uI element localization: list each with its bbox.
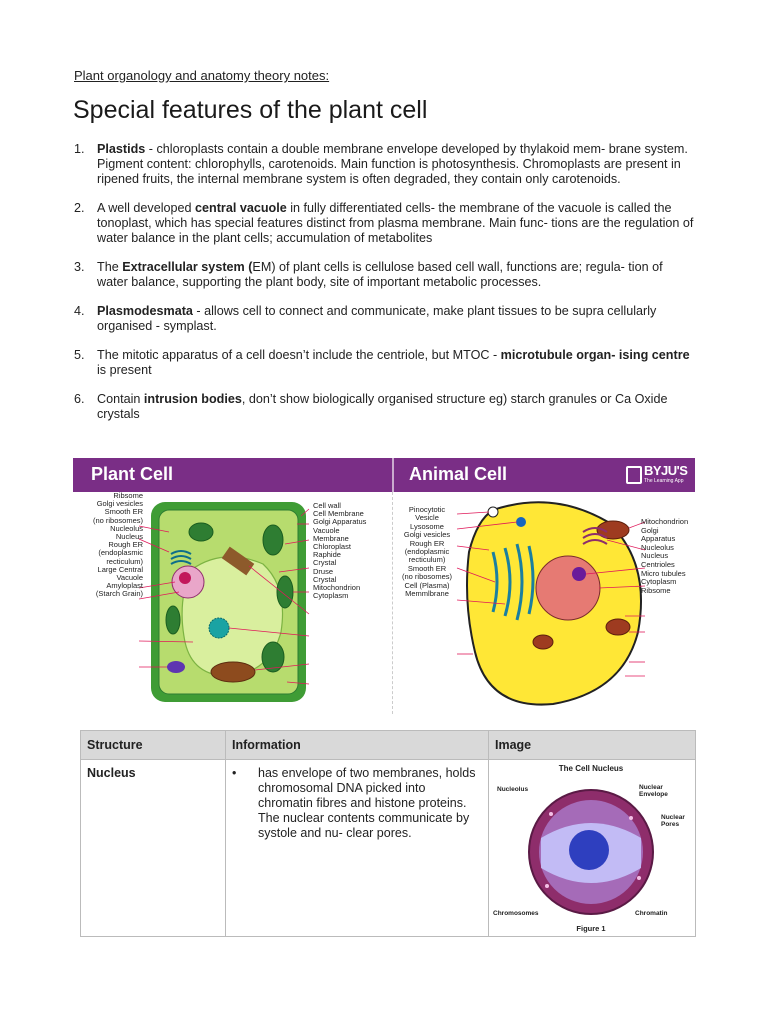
figure-label: Nucleolus <box>641 542 674 552</box>
figure-label: Ribsome <box>113 491 143 500</box>
cell-nucleus-illustration <box>511 778 671 928</box>
image-cell <box>489 760 696 937</box>
figure-label: Amyloplast <box>106 581 143 591</box>
figure-label: Ribsome <box>641 585 671 595</box>
nucleus-label-pores: Nuclear Pores <box>661 814 685 828</box>
figure-label: Cell wall <box>313 501 341 510</box>
figure-label: Chloroplast <box>313 542 351 552</box>
figure-label: recticulum) <box>408 555 446 565</box>
plant-chloroplast <box>263 525 283 555</box>
figure-label: Golgi vesicles <box>403 530 451 540</box>
feature-number: 6. <box>74 392 85 406</box>
animal-right-labels <box>641 518 695 595</box>
logo-tagline: The Learning App <box>644 478 684 484</box>
animal-nucleolus <box>572 567 586 581</box>
feature-text: - chloroplasts contain a double membrane envelope developed by thylakoid mem- brane system. Pigment content: chlorophylls, carotenoids. Main function is photosynthesis. Chromoplasts are present in ripened fruits, the internal membrane system is often degraded, they contain only carotenoids. <box>97 142 688 186</box>
feature-item <box>74 304 694 334</box>
figure-label: Pinocytotic <box>408 505 446 514</box>
pinocytotic-vesicle <box>488 507 498 517</box>
logo-name: BYJU'S <box>644 463 688 478</box>
nucleus-label-envelope: Nuclear Envelope <box>639 784 668 798</box>
feature-term: intrusion bodies <box>143 392 242 406</box>
feature-text: , don’t show biologically organised structure eg) starch granules or Ca Oxide crystals <box>97 392 668 421</box>
figure-label: Rough ER <box>409 538 445 548</box>
amyloplast <box>167 661 185 673</box>
figure-label: Nucleolus <box>110 523 143 533</box>
feature-number: 1. <box>74 142 85 156</box>
feature-text: Contain <box>97 392 144 406</box>
figure-label: Golgi Apparatus <box>313 517 367 527</box>
figure-label: Smooth ER <box>104 507 143 517</box>
cell-comparison-figure <box>73 458 695 714</box>
information-text: has envelope of two membranes, holds chromosomal DNA picked into chromatin fibres and histone proteins. The nuclear contents communicate by systole and nu- clear pores. <box>258 766 476 840</box>
figure-label: Membrane <box>313 533 349 543</box>
feature-term: central vacuole <box>195 201 287 215</box>
figure-label: Vesicle <box>415 513 439 523</box>
feature-list <box>74 142 694 436</box>
plant-chloroplast <box>277 576 293 608</box>
information-cell <box>226 760 489 937</box>
structure-table <box>80 730 696 937</box>
col-structure: Structure <box>81 731 226 760</box>
plant-cell-heading: Plant Cell <box>91 464 174 484</box>
banner-divider <box>392 458 394 492</box>
col-information: Information <box>226 731 489 760</box>
figure-label: Micro tubules <box>641 568 686 578</box>
feature-term: microtubule organ- ising centre <box>500 348 690 362</box>
nucleus-figure-caption: Figure 1 <box>576 924 606 933</box>
feature-text: A well developed <box>97 201 196 215</box>
feature-term: Extracellular system ( <box>122 260 253 274</box>
figure-banner <box>73 458 695 492</box>
feature-term: Plastids <box>97 142 146 156</box>
feature-text: - allows cell to connect and communicate, make plant tissues to be supra cellularly organised - symplast. <box>97 304 657 333</box>
druse-crystal <box>209 618 229 638</box>
table-row <box>81 760 696 937</box>
feature-text: The mitotic apparatus of a cell doesn’t include the centriole, but MTOC - <box>97 348 501 362</box>
nucleus-label-nucleolus: Nucleolus <box>497 786 529 793</box>
plant-left-labels <box>73 492 143 599</box>
animal-mitochondrion <box>606 619 630 635</box>
figure-label: Smooth ER <box>407 563 447 573</box>
plant-nucleolus <box>179 572 191 584</box>
figure-label: Nucleus <box>641 551 669 561</box>
byjus-logo <box>626 463 690 487</box>
animal-cell-heading: Animal Cell <box>409 464 508 484</box>
logo-mark-icon <box>626 466 642 484</box>
feature-item <box>74 260 694 290</box>
figure-label: Apparatus <box>641 534 676 544</box>
nucleus-figure-title: The Cell Nucleus <box>558 764 624 773</box>
feature-number: 2. <box>74 201 85 215</box>
feature-number: 3. <box>74 260 85 274</box>
figure-label: Crystal <box>313 574 337 584</box>
figure-label: Centrioles <box>641 559 675 569</box>
nuclear-pore-icon <box>549 812 553 816</box>
bullet-icon: • <box>232 766 237 780</box>
kicker: Plant organology and anatomy theory notes: <box>74 68 330 83</box>
feature-item <box>74 348 694 378</box>
col-image: Image <box>489 731 696 760</box>
figure-label: (Starch Grain) <box>95 589 143 599</box>
plant-right-labels <box>313 502 393 600</box>
figure-label: Raphide <box>313 550 341 560</box>
figure-label: Large Central <box>97 564 143 574</box>
feature-text: in fully differentiated cells- the membrane of the vacuole is called the tonoplast, which has special features distinct from plasma membrane. Main func- tions are the regulation of water balance in the plant cells; accumulation of metabolites <box>97 201 694 245</box>
nucleus-label-chromatin: Chromatin <box>635 910 668 917</box>
animal-nucleus <box>536 556 600 620</box>
nuclear-pore-icon <box>637 876 641 880</box>
figure-label: Golgi vesicles <box>96 499 143 509</box>
nuclear-pore-icon <box>629 816 633 820</box>
figure-label: Cytoplasm <box>313 591 349 601</box>
plant-chloroplast <box>166 606 180 634</box>
figure-label: Druse <box>313 566 334 576</box>
figure-label: (no ribosomes) <box>401 572 453 582</box>
figure-label: Nucleus <box>115 532 143 542</box>
page-title: Special features of the plant cell <box>73 96 428 124</box>
plant-chloroplast <box>189 523 213 541</box>
feature-term: Plasmodesmata <box>97 304 193 318</box>
plant-mitochondrion <box>211 662 255 682</box>
animal-left-labels <box>397 506 457 598</box>
figure-label: (endoplasmic <box>98 548 143 558</box>
figure-label: Cell Membrane <box>313 509 364 519</box>
animal-mitochondrion <box>533 635 553 649</box>
figure-label: Lysosome <box>410 521 444 531</box>
table-header-row <box>81 731 696 760</box>
feature-text: is present <box>97 363 152 377</box>
figure-label: Vacuole <box>116 573 143 583</box>
feature-number: 5. <box>74 348 85 362</box>
nucleolus <box>569 830 609 870</box>
structure-cell: Nucleus <box>81 760 226 937</box>
figure-label: (no ribosomes) <box>92 515 143 525</box>
feature-number: 4. <box>74 304 85 318</box>
figure-label: Vacuole <box>313 525 340 535</box>
figure-label: Cell (Plasma) <box>404 580 450 590</box>
feature-item <box>74 392 694 422</box>
feature-text: EM) of plant cells is cellulose based cell wall, functions are; regula- tion of water balance, supporting the plant body, site of important metabolic processes. <box>97 260 663 289</box>
figure-label: Crystal <box>313 558 337 568</box>
figure-label: Memmlbrane <box>405 589 449 599</box>
figure-label: (endoplasmic <box>404 547 450 557</box>
feature-item <box>74 201 694 246</box>
feature-text: The <box>97 260 123 274</box>
figure-label: Mitochondrion <box>641 517 689 526</box>
nucleus-label-chromosomes: Chromosomes <box>493 910 539 917</box>
figure-label: Rough ER <box>108 540 143 550</box>
figure-label: Golgi <box>641 525 659 535</box>
figure-label: Cytoplasm <box>641 577 677 587</box>
animal-lysosome <box>516 517 526 527</box>
nuclear-pore-icon <box>545 884 549 888</box>
figure-label: Mitochondrion <box>313 583 361 593</box>
figure-label: recticulum) <box>106 556 143 566</box>
feature-item <box>74 142 694 187</box>
